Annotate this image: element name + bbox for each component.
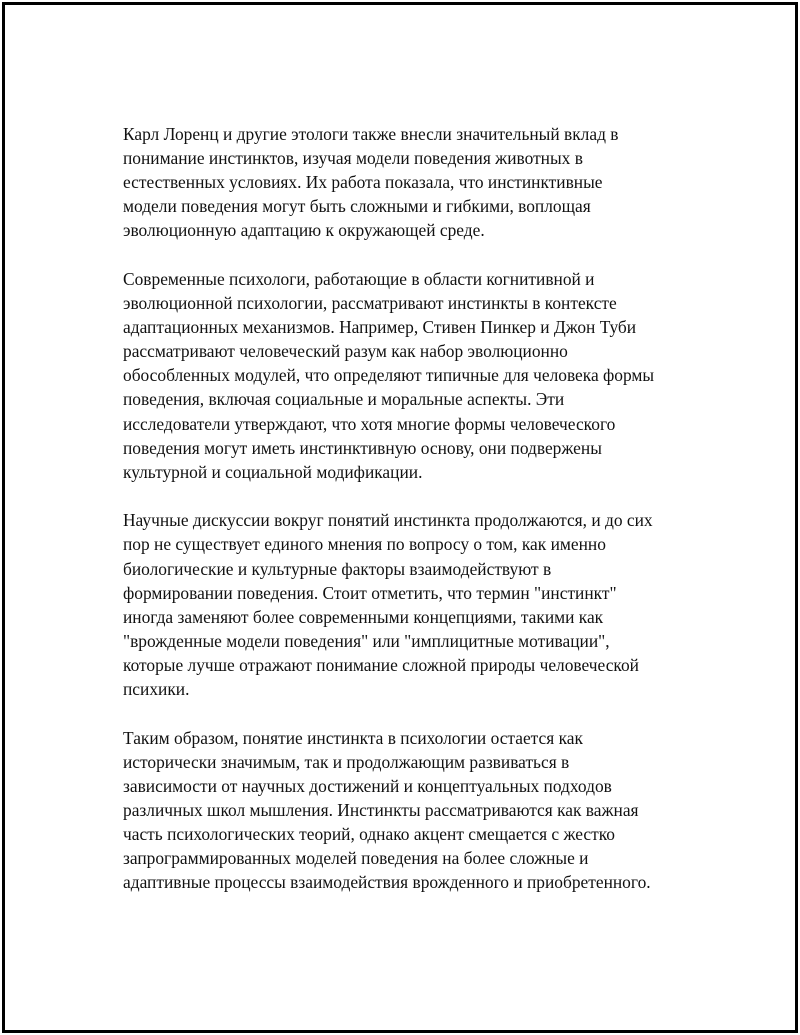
- text-line: Научные дискуссии вокруг понятий инстинкта продолжаются, и до сих: [123, 510, 653, 531]
- page-frame: [2, 2, 798, 1033]
- paragraph: [123, 122, 693, 242]
- text-line: исторически значимым, так и продолжающим развиваться в: [123, 751, 570, 772]
- text-line: которые лучше отражают понимание сложной природы человеческой: [123, 654, 639, 675]
- text-line: часть психологических теорий, однако акцент смещается с жестко: [123, 823, 615, 844]
- text-line: "врожденные модели поведения" или "имплицитные мотивации",: [123, 630, 610, 651]
- text-line: адаптационных механизмов. Например, Стивен Пинкер и Джон Туби: [123, 317, 637, 338]
- text-line: эволюционной психологии, рассматривают инстинкты в контексте: [123, 293, 617, 314]
- text-line: психики.: [123, 678, 190, 699]
- text-line: понимание инстинктов, изучая модели поведения животных в: [123, 148, 583, 169]
- text-line: исследователи утверждают, что хотя многие формы человеческого: [123, 413, 616, 434]
- text-line: иногда заменяют более современными концепциями, такими как: [123, 606, 604, 627]
- text-line: Современные психологи, работающие в области когнитивной и: [123, 268, 595, 289]
- text-line: обособленных модулей, что определяют типичные для человека формы: [123, 365, 655, 386]
- document-body: [123, 122, 693, 919]
- text-line: зависимости от научных достижений и концептуальных подходов: [123, 775, 612, 796]
- paragraph: [123, 267, 693, 484]
- text-line: рассматривают человеческий разум как набор эволюционно: [123, 341, 568, 362]
- text-line: пор не существует единого мнения по вопросу о том, как именно: [123, 534, 606, 555]
- text-line: различных школ мышления. Инстинкты рассматриваются как важная: [123, 799, 639, 820]
- text-line: Карл Лоренц и другие этологи также внесли значительный вклад в: [123, 124, 619, 144]
- text-line: поведения, включая социальные и моральные аспекты. Эти: [123, 389, 565, 410]
- text-line: биологические и культурные факторы взаимодействуют в: [123, 558, 552, 579]
- text-line: адаптивные процессы взаимодействия врожденного и приобретенного.: [123, 872, 651, 893]
- paragraph: [123, 508, 693, 701]
- paragraph: [123, 726, 693, 895]
- text-line: модели поведения могут быть сложными и гибкими, воплощая: [123, 196, 591, 217]
- text-line: поведения могут иметь инстинктивную основу, они подвержены: [123, 437, 602, 458]
- text-line: формировании поведения. Стоит отметить, что термин "инстинкт": [123, 582, 617, 603]
- text-line: культурной и социальной модификации.: [123, 461, 423, 482]
- text-line: запрограммированных моделей поведения на более сложные и: [123, 848, 589, 869]
- text-line: естественных условиях. Их работа показала, что инстинктивные: [123, 172, 603, 193]
- text-line: Таким образом, понятие инстинкта в психологии остается как: [123, 727, 583, 748]
- text-line: эволюционную адаптацию к окружающей среде.: [123, 220, 485, 241]
